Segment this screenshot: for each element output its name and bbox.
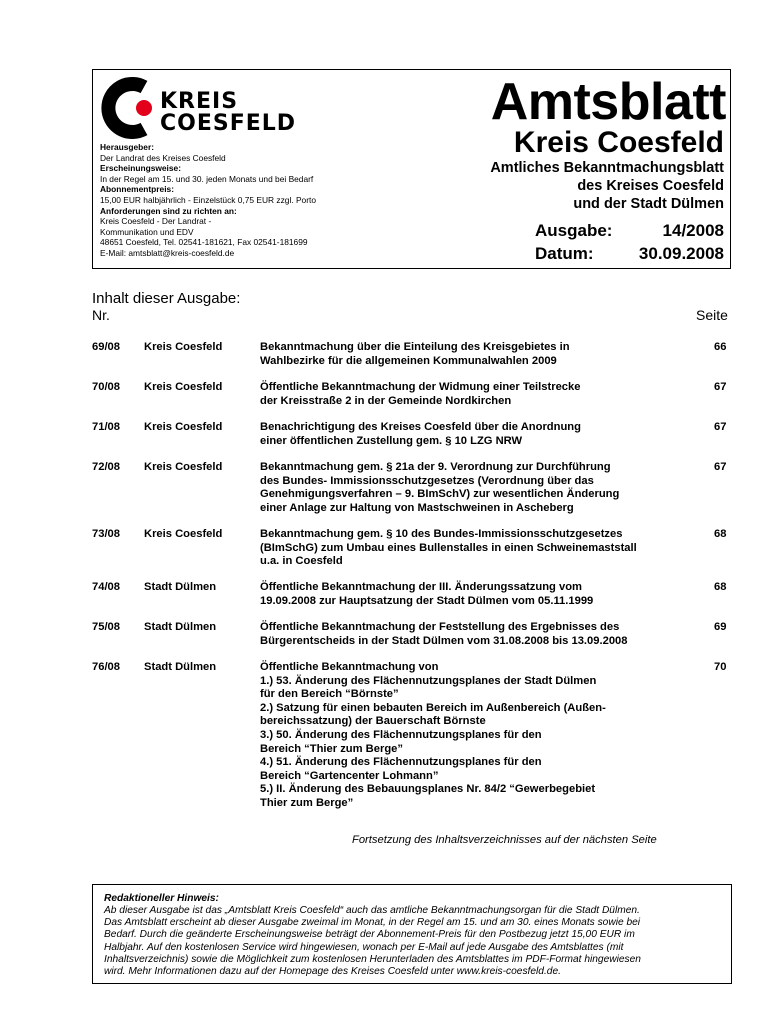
entry-issuer: Stadt Dülmen (144, 661, 217, 673)
entry-title-line: Öffentliche Bekanntmachung der Feststellung des Ergebnisses des (260, 621, 620, 633)
editorial-note-title: Redaktioneller Hinweis: (104, 893, 219, 904)
subscription-label: Abonnementpreis: (100, 184, 174, 195)
entry-issuer: Kreis Coesfeld (144, 528, 223, 540)
toc-column-page: Seite (696, 307, 728, 323)
entry-title (260, 341, 680, 368)
editorial-note-body (104, 905, 724, 978)
entry-title (260, 381, 680, 408)
entry-title (260, 461, 680, 515)
entry-page-number: 68 (714, 528, 727, 540)
entry-issuer: Stadt Dülmen (144, 581, 217, 593)
continuation-note: Fortsetzung des Inhaltsverzeichnisses auf der nächsten Seite (352, 834, 657, 846)
entry-number: 69/08 (92, 341, 120, 353)
entry-number: 74/08 (92, 581, 120, 593)
entry-title-line: einer öffentlichen Zustellung gem. § 10 LZG NRW (260, 434, 523, 447)
issue-label: Ausgabe: (535, 221, 613, 240)
entry-title (260, 621, 680, 648)
description-line: und der Stadt Dülmen (573, 196, 724, 212)
entry-page-number: 67 (714, 381, 727, 393)
entry-title-line: Bekanntmachung gem. § 10 des Bundes-Immissionsschutzgesetzes (260, 528, 623, 540)
email-line[interactable]: E-Mail: amtsblatt@kreis-coesfeld.de (100, 247, 235, 258)
note-line: Das Amtsblatt erscheint ab dieser Ausgabe zweimal im Monat, in der Regel am 15. und am 30. eines Monats sowie bei (104, 917, 641, 929)
entry-issuer: Stadt Dülmen (144, 621, 217, 633)
entry-title-line: Wahlbezirke für die allgemeinen Kommunalwahlen 2009 (260, 354, 557, 367)
note-line: Ab dieser Ausgabe ist das „Amtsblatt Kreis Coesfeld“ auch das amtliche Bekanntmachungsorgan für die Stadt Dülmen. (104, 905, 640, 916)
entry-title-line: 1.) 53. Änderung des Flächennutzungsplanes der Stadt Dülmen (260, 674, 597, 687)
subscription-value: 15,00 EUR halbjährlich - Einzelstück 0,75 EUR zzgl. Porto (100, 194, 316, 205)
issue-number: 14/2008 (662, 221, 724, 240)
entry-title-line: Bürgerentscheids in der Stadt Dülmen vom 31.08.2008 bis 13.09.2008 (260, 634, 628, 647)
publisher-value: Der Landrat des Kreises Coesfeld (100, 152, 226, 163)
address-line: Kreis Coesfeld - Der Landrat - (100, 216, 212, 227)
entry-title-line: Öffentliche Bekanntmachung von (260, 661, 439, 673)
publisher-info (100, 142, 400, 259)
frequency-label: Erscheinungsweise: (100, 163, 181, 174)
entry-title-line: des Bundes- Immissionsschutzgesetzes (Verordnung über das (260, 474, 594, 487)
entry-number: 72/08 (92, 461, 120, 473)
entry-title-line: Öffentliche Bekanntmachung der III. Änderungssatzung vom (260, 581, 582, 593)
entry-title-line: 3.) 50. Änderung des Flächennutzungsplanes für den (260, 728, 542, 741)
entry-title-line: 2.) Satzung für einen bebauten Bereich im Außenbereich (Außen- (260, 701, 606, 714)
logo-line-2: COESFELD (160, 111, 297, 136)
entry-page-number: 68 (714, 581, 727, 593)
description-line: des Kreises Coesfeld (577, 178, 724, 194)
publication-description (490, 159, 724, 213)
requests-label: Anforderungen sind zu richten an: (100, 205, 237, 216)
entry-title-line: Bereich “Gartencenter Lohmann” (260, 769, 439, 782)
entry-number: 73/08 (92, 528, 120, 540)
entry-title-line: 19.09.2008 zur Hauptsatzung der Stadt Dülmen vom 05.11.1999 (260, 594, 594, 607)
note-line[interactable]: wird. Mehr Informationen dazu auf der Homepage des Kreises Coesfeld unter www.kreis-coesfeld.de. (104, 966, 561, 978)
entry-number: 70/08 (92, 381, 120, 393)
entry-number: 71/08 (92, 421, 120, 433)
entry-title (260, 661, 680, 811)
description-line: Amtliches Bekanntmachungsblatt (490, 160, 724, 176)
entry-page-number: 70 (714, 661, 727, 673)
entry-title-line: 4.) 51. Änderung des Flächennutzungsplanes für den (260, 756, 542, 769)
entry-title (260, 421, 680, 448)
toc-heading: Inhalt dieser Ausgabe: (92, 290, 241, 307)
entry-issuer: Kreis Coesfeld (144, 421, 223, 433)
entry-title-line: der Kreisstraße 2 in der Gemeinde Nordkirchen (260, 394, 512, 407)
entry-page-number: 69 (714, 621, 727, 633)
note-line: Inhaltsverzeichnis) sowie die Möglichkeit zum kostenlosen Herunterladen des Amtsblattes im PDF-Format hingewiesen (104, 953, 641, 965)
entry-title-line: Öffentliche Bekanntmachung der Widmung einer Teilstrecke (260, 381, 581, 393)
entry-title-line: 5.) II. Änderung des Bebauungsplanes Nr. 84/2 “Gewerbegebiet (260, 783, 596, 796)
entry-title-line: Bekanntmachung gem. § 21a der 9. Verordnung zur Durchführung (260, 461, 611, 473)
entry-title-line: einer Anlage zur Haltung von Mastschweinen in Ascheberg (260, 501, 574, 514)
entry-number: 76/08 (92, 661, 120, 673)
issue-info (535, 219, 724, 265)
entry-title-line: (BImSchG) zum Umbau eines Bullenstalles in einen Schweinemaststall (260, 541, 637, 554)
note-line: Bedarf. Durch die geänderte Erscheinungsweise beträgt der Abonnement-Preis für den Postbezug jetzt 15,00 EUR im (104, 929, 635, 941)
frequency-value: In der Regel am 15. und 30. jeden Monats und bei Bedarf (100, 173, 314, 184)
entry-title-line: Bereich “Thier zum Berge” (260, 742, 403, 755)
address-line: Kommunikation und EDV (100, 226, 194, 237)
address-line: 48651 Coesfeld, Tel. 02541-181621, Fax 02541-181699 (100, 237, 308, 248)
entry-title-line: Bekanntmachung über die Einteilung des Kreisgebietes in (260, 341, 570, 353)
date-label: Datum: (535, 244, 594, 263)
entry-title-line: Thier zum Berge” (260, 796, 354, 809)
publication-title: Amtsblatt (490, 73, 726, 131)
entry-issuer: Kreis Coesfeld (144, 381, 223, 393)
entry-title-line: Genehmigungsverfahren – 9. BImSchV) zur wesentlichen Änderung (260, 488, 620, 501)
toc-column-nr: Nr. (92, 307, 110, 323)
note-line: Halbjahr. Auf den kostenlosen Service wird hingewiesen, wonach per E-Mail auf jede Ausgabe des Amtsblattes (mit (104, 941, 624, 953)
entry-page-number: 67 (714, 461, 727, 473)
logo-line-1: KREIS (160, 89, 239, 114)
kreis-coesfeld-logo (100, 77, 315, 139)
entry-title-line: bereichssatzung) der Bauerschaft Börnste (260, 715, 486, 728)
issue-date: 30.09.2008 (638, 244, 724, 263)
entry-title (260, 528, 680, 569)
publisher-label: Herausgeber: (100, 142, 154, 152)
entry-issuer: Kreis Coesfeld (144, 341, 223, 353)
entry-title-line: u.a. in Coesfeld (260, 555, 343, 568)
entry-page-number: 67 (714, 421, 727, 433)
entry-title-line: für den Bereich “Börnste” (260, 688, 399, 701)
entry-page-number: 66 (714, 341, 727, 353)
entry-issuer: Kreis Coesfeld (144, 461, 223, 473)
entry-number: 75/08 (92, 621, 120, 633)
publication-subtitle: Kreis Coesfeld (513, 126, 724, 159)
entry-title (260, 581, 680, 608)
entry-title-line: Benachrichtigung des Kreises Coesfeld über die Anordnung (260, 421, 581, 433)
